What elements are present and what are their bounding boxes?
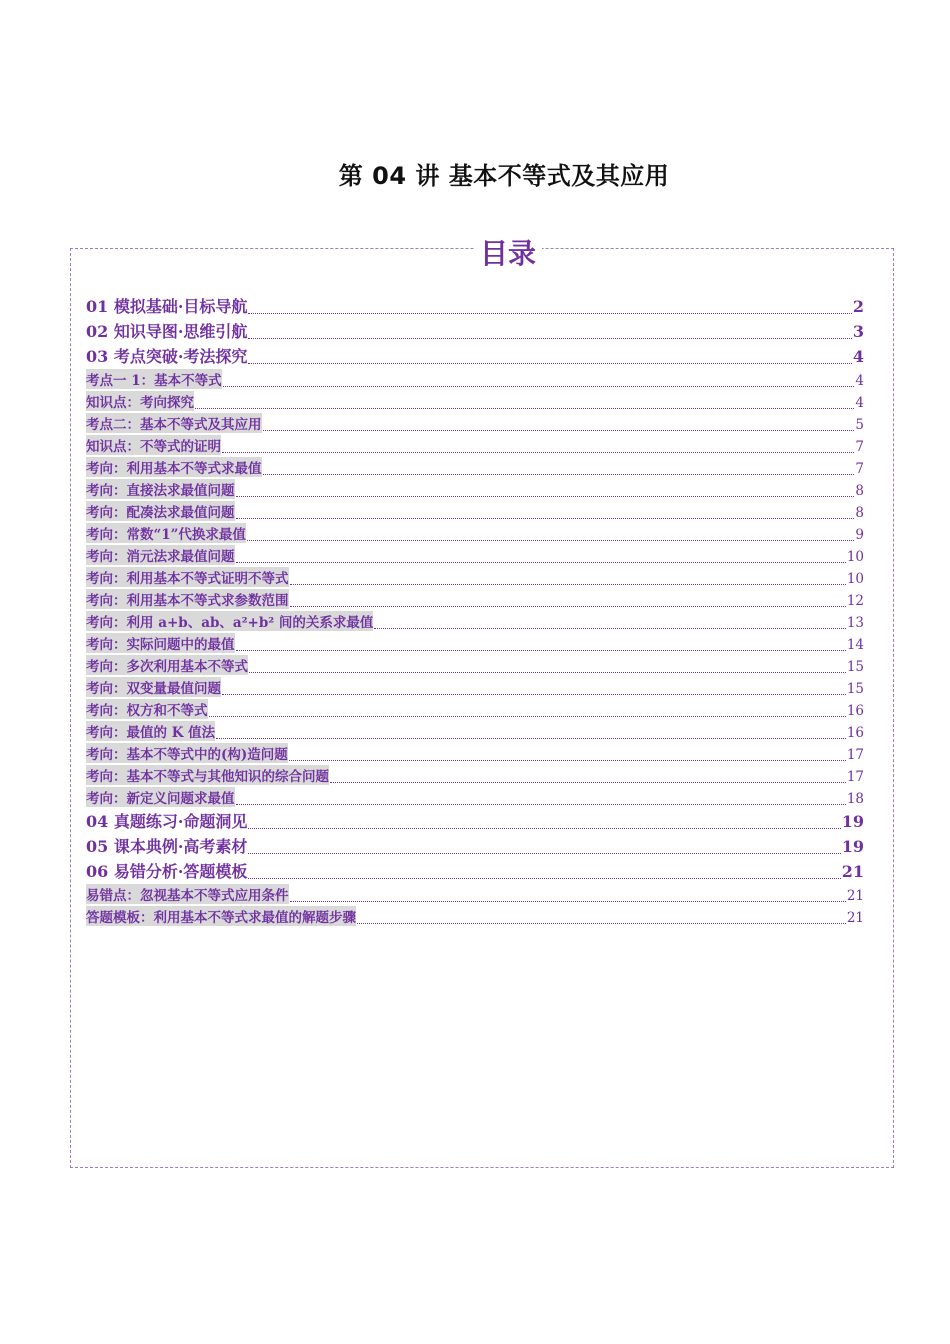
toc-entry[interactable] [86, 809, 864, 834]
toc-entry-page: 9 [855, 527, 864, 543]
toc-leader-dots [357, 923, 846, 924]
toc-entry-title: 06 易错分析·答题模板 [86, 862, 248, 881]
toc-entry-title: 02 知识导图·思维引航 [86, 322, 248, 341]
toc-entry-title: 考向：双变量最值问题 [86, 677, 221, 697]
toc-entry-page: 4 [852, 347, 864, 366]
toc-entry[interactable] [86, 765, 864, 787]
toc-entry-title: 05 课本典例·高考素材 [86, 837, 248, 856]
toc-entry-page: 10 [846, 549, 864, 565]
toc-leader-dots [290, 584, 846, 585]
toc-entry[interactable] [86, 834, 864, 859]
toc-entry[interactable] [86, 589, 864, 611]
toc-leader-dots [236, 562, 846, 563]
toc-entry-title: 考向：利用基本不等式求最值 [86, 457, 262, 477]
toc-entry-page: 21 [846, 910, 864, 926]
toc-entry-page: 16 [846, 725, 864, 741]
toc-list [86, 294, 864, 928]
toc-leader-dots [236, 496, 855, 497]
toc-leader-dots [248, 363, 851, 364]
toc-leader-dots [330, 782, 846, 783]
toc-entry-page: 5 [855, 417, 864, 433]
toc-entry-title: 考向：消元法求最值问题 [86, 545, 235, 565]
toc-entry[interactable] [86, 884, 864, 906]
toc-leader-dots [263, 474, 855, 475]
toc-entry-title: 考向：直接法求最值问题 [86, 479, 235, 499]
toc-entry-title: 知识点：不等式的证明 [86, 435, 221, 455]
toc-entry-page: 7 [855, 439, 864, 455]
toc-entry-title: 考点二：基本不等式及其应用 [86, 413, 262, 433]
toc-entry[interactable] [86, 435, 864, 457]
toc-entry[interactable] [86, 391, 864, 413]
toc-leader-dots [289, 760, 846, 761]
toc-entry-page: 12 [846, 593, 864, 609]
toc-entry-page: 8 [855, 505, 864, 521]
toc-entry-title: 03 考点突破·考法探究 [86, 347, 248, 366]
toc-leader-dots [222, 452, 854, 453]
toc-entry-page: 16 [846, 703, 864, 719]
toc-entry-page: 17 [846, 769, 864, 785]
toc-entry-page: 8 [855, 483, 864, 499]
toc-leader-dots [222, 694, 846, 695]
toc-entry[interactable] [86, 743, 864, 765]
toc-heading [0, 232, 950, 272]
toc-entry-title: 01 模拟基础·目标导航 [86, 297, 248, 316]
toc-leader-dots [236, 518, 855, 519]
toc-entry-title: 考向：基本不等式中的(构)造问题 [86, 743, 288, 763]
toc-entry[interactable] [86, 369, 864, 391]
toc-leader-dots [248, 853, 840, 854]
toc-entry[interactable] [86, 677, 864, 699]
toc-leader-dots [248, 878, 840, 879]
toc-entry-page: 21 [846, 888, 864, 904]
toc-entry[interactable] [86, 611, 864, 633]
toc-entry-title: 考向：常数“1”代换求最值 [86, 523, 246, 543]
toc-leader-dots [248, 828, 840, 829]
toc-entry[interactable] [86, 655, 864, 677]
toc-entry[interactable] [86, 344, 864, 369]
toc-entry-page: 2 [852, 297, 864, 316]
toc-entry-page: 19 [841, 837, 864, 856]
toc-heading-text: 目录 [474, 237, 542, 270]
toc-entry-page: 15 [846, 659, 864, 675]
toc-leader-dots [209, 716, 846, 717]
toc-leader-dots [247, 540, 854, 541]
toc-entry-title: 考向：最值的 K 值法 [86, 721, 215, 741]
toc-entry-title: 考向：新定义问题求最值 [86, 787, 235, 807]
toc-entry[interactable] [86, 787, 864, 809]
toc-entry-page: 14 [846, 637, 864, 653]
toc-entry-page: 7 [855, 461, 864, 477]
toc-leader-dots [236, 804, 846, 805]
toc-entry-title: 考向：基本不等式与其他知识的综合问题 [86, 765, 329, 785]
toc-entry[interactable] [86, 457, 864, 479]
toc-entry-page: 4 [855, 373, 864, 389]
toc-entry-title: 答题模板：利用基本不等式求最值的解题步骤 [86, 906, 356, 926]
toc-leader-dots [290, 606, 846, 607]
toc-entry[interactable] [86, 523, 864, 545]
toc-entry-page: 4 [855, 395, 864, 411]
toc-entry-title: 考向：权方和不等式 [86, 699, 208, 719]
toc-entry-page: 17 [846, 747, 864, 763]
toc-entry-page: 10 [846, 571, 864, 587]
toc-entry-page: 21 [841, 862, 864, 881]
toc-entry-page: 13 [846, 615, 864, 631]
toc-leader-dots [263, 430, 855, 431]
toc-entry-title: 考向：多次利用基本不等式 [86, 655, 248, 675]
toc-entry-title: 考向：利用 a+b、ab、a²+b² 间的关系求最值 [86, 611, 373, 631]
toc-entry-title: 04 真题练习·命题洞见 [86, 812, 248, 831]
toc-entry-title: 考向：配凑法求最值问题 [86, 501, 235, 521]
toc-entry[interactable] [86, 413, 864, 435]
toc-leader-dots [216, 738, 846, 739]
toc-leader-dots [290, 901, 846, 902]
toc-entry-page: 3 [852, 322, 864, 341]
toc-entry[interactable] [86, 319, 864, 344]
toc-entry[interactable] [86, 294, 864, 319]
toc-entry-title: 考向：实际问题中的最值 [86, 633, 235, 653]
document-title: 第 04 讲 基本不等式及其应用 [338, 162, 670, 190]
toc-leader-dots [249, 672, 846, 673]
toc-entry-title: 易错点：忽视基本不等式应用条件 [86, 884, 289, 904]
toc-leader-dots [223, 386, 855, 387]
toc-entry-page: 19 [841, 812, 864, 831]
toc-entry[interactable] [86, 721, 864, 743]
toc-entry-title: 考点一 1：基本不等式 [86, 369, 222, 389]
toc-entry[interactable] [86, 699, 864, 721]
toc-entry[interactable] [86, 859, 864, 884]
toc-leader-dots [195, 408, 854, 409]
toc-entry-title: 考向：利用基本不等式证明不等式 [86, 567, 289, 587]
toc-leader-dots [248, 313, 851, 314]
toc-leader-dots [248, 338, 851, 339]
toc-entry[interactable] [86, 906, 864, 928]
toc-leader-dots [236, 650, 846, 651]
toc-entry-title: 知识点：考向探究 [86, 391, 194, 411]
toc-entry[interactable] [86, 479, 864, 501]
toc-entry-title: 考向：利用基本不等式求参数范围 [86, 589, 289, 609]
toc-entry[interactable] [86, 567, 864, 589]
toc-leader-dots [374, 628, 845, 629]
toc-entry-page: 18 [846, 791, 864, 807]
toc-entry-page: 15 [846, 681, 864, 697]
toc-entry[interactable] [86, 501, 864, 523]
toc-entry[interactable] [86, 545, 864, 567]
toc-entry[interactable] [86, 633, 864, 655]
